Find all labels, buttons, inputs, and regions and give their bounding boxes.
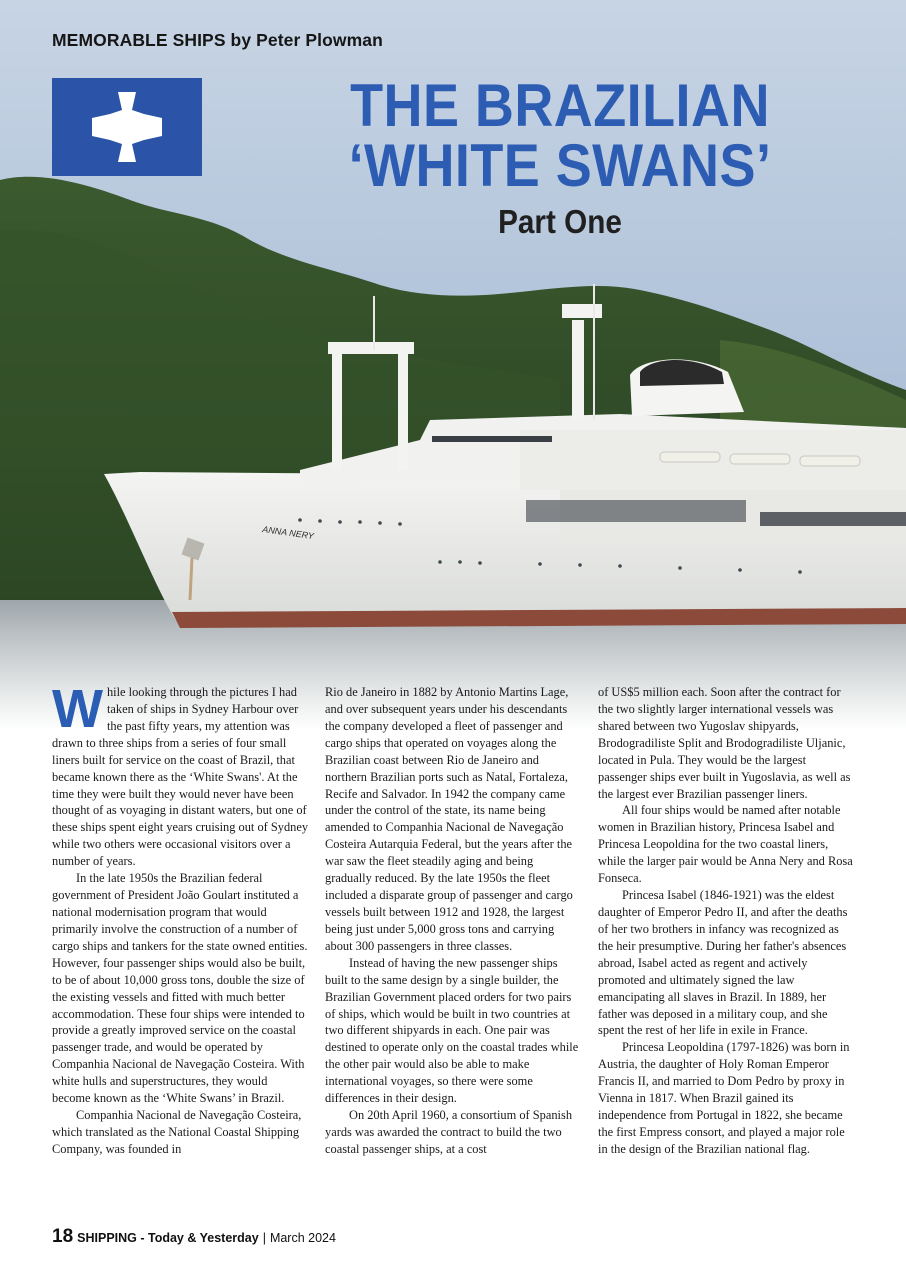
paragraph: Instead of having the new passenger ships built to the same design by a single builder, the Brazilian Government placed orders for two pairs of ships, which would be built in two countries at two different shipyards in each. One pair was destined to operate only on the coastal trades while the other pair would also be able to make international voyages, so there were some differences in their design. xyxy=(325,955,579,1106)
ship-name-label: ANNA NERY xyxy=(261,524,315,542)
magazine-name: SHIPPING - Today & Yesterday xyxy=(77,1231,259,1245)
issue-date: March 2024 xyxy=(269,1231,336,1245)
article-title-line1: THE BRAZILIAN xyxy=(350,72,770,139)
article-title-line2: ‘WHITE SWANS’ xyxy=(348,132,772,199)
paragraph: of US$5 million each. Soon after the contract for the two slightly larger international vessels was shared between two Yugoslav shipyards, Brodogradiliste Split and Brodogradiliste Uljanic, located in Pula. They would be the largest passenger ships ever built in Yugoslavia, as well as the largest ever Brazilian passenger liners. xyxy=(598,685,851,801)
paragraph: Princesa Isabel (1846-1921) was the eldest daughter of Emperor Pedro II, and after the deaths of her two brothers in infancy was recognized as the heir presumptive. During her father's absences abroad, Isabel acted as regent and actively promoted and ultimately signed the law emancipating all slaves in Brazil. In 1889, her father was deposed in a military coup, and she spent the rest of her life in exile in France. xyxy=(598,888,848,1038)
paragraph xyxy=(52,679,309,870)
article-subtitle: Part One xyxy=(498,203,622,240)
cross-icon xyxy=(92,92,162,162)
paragraph: On 20th April 1960, a consortium of Spanish yards was awarded the contract to build the two coastal passenger ships, at a cost xyxy=(325,1108,573,1156)
series-kicker: MEMORABLE SHIPS by Peter Plowman xyxy=(52,30,383,50)
paragraph: Princesa Leopoldina (1797-1826) was born in Austria, the daughter of Holy Roman Emperor Francis II, and married to Dom Pedro by proxy in Vienna in 1817. When Brazil gained its independence from Portugal in 1822, she became the first Empress consort, and played a major role in the design of the Brazilian national flag. xyxy=(598,1040,850,1156)
page-footer xyxy=(52,1226,336,1248)
article-column-2 xyxy=(325,684,582,1158)
paragraph: In the late 1950s the Brazilian federal government of President João Goulart instituted a national modernisation program that would primarily involve the construction of a number of cargo ships and tankers for the state owned entities. However, four passenger ships would also be built, to be of about 10,000 gross tons, double the size of the existing vessels and fitted with much better accommodation. These four ships were intended to provide a greatly improved service on the coastal passenger trade, and would be operated by Companhia Nacional de Navegação Costeira. With white hulls and superstructures, they would become known as the ‘White Swans’ in Brazil. xyxy=(52,871,308,1106)
paragraph-text: hile looking through the pictures I had taken of ships in Sydney Harbour over the past fifty years, my attention was drawn to three ships from a series of four small liners built for service on the coast of Brazil, that became known there as the ‘White Swans'. At the time they were built they would never have been thought of as voyaging in distant waters, but one of these ships spent eight years cruising out of Sydney while two others were occasional visitors over a number of years. xyxy=(52,685,309,869)
page-number: 18 xyxy=(52,1226,74,1247)
article-column-1 xyxy=(52,679,309,1158)
paragraph: All four ships would be named after notable women in Brazilian history, Princesa Isabel and Princesa Leopoldina for the two coastal liners, while the larger pair would be Anna Nery and Rosa Fonseca. xyxy=(598,803,853,886)
article-column-3 xyxy=(598,684,855,1158)
paragraph: Companhia Nacional de Navegação Costeira, which translated as the National Coastal Shipping Company, was founded in xyxy=(52,1108,302,1156)
footer-separator: | xyxy=(262,1231,266,1245)
company-flag-logo xyxy=(52,78,202,176)
drop-cap: W xyxy=(52,679,103,739)
paragraph: Rio de Janeiro in 1882 by Antonio Martins Lage, and over subsequent years under his descendants the company developed a fleet of passenger and cargo ships that operated on voyages along the Brazilian coast between Rio de Janeiro and northern Brazilian ports such as Natal, Fortaleza, Recife and Salvador. In 1942 the company came under the control of the state, its name being amended to Companhia Nacional de Navegação Costeira Autarquia Federal, but the years after the war saw the fleet steadily aging and being gradually reduced. By the late 1950s the fleet included a disparate group of passenger and cargo vessels built between 1912 and 1928, the largest being just under 5,000 gross tons and carrying about 300 passengers in three classes. xyxy=(325,685,573,953)
